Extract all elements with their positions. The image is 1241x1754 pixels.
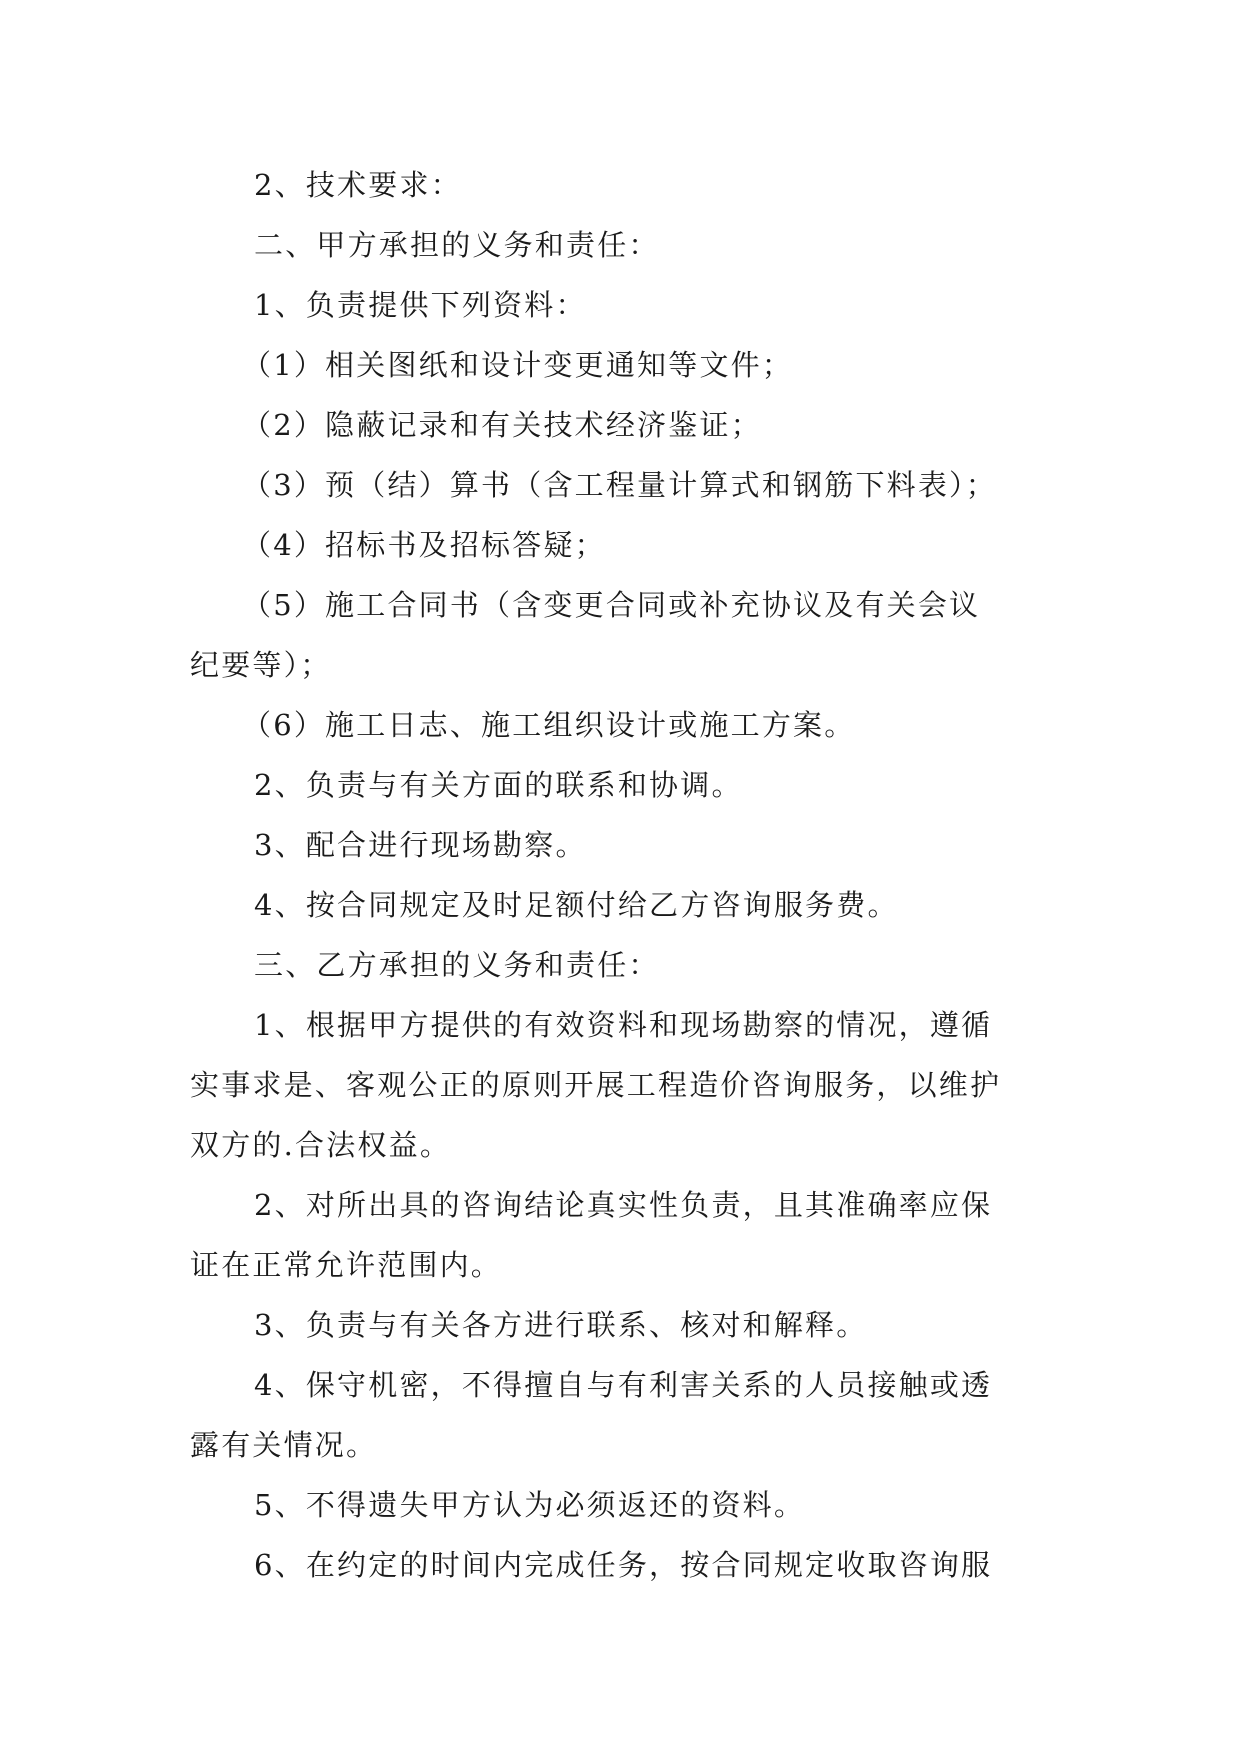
text-line-12: 3、配合进行现场勘察。: [254, 828, 587, 862]
document-body: [190, 155, 1070, 1595]
text-line-23: 5、不得遗失甲方认为必须返还的资料。: [254, 1488, 806, 1522]
text-line-16: 实事求是、客观公正的原则开展工程造价咨询服务，以维护: [190, 1068, 1002, 1102]
text-line-3: 1、负责提供下列资料：: [254, 288, 587, 322]
text-line-24: 6、在约定的时间内完成任务，按合同规定收取咨询服: [254, 1548, 993, 1582]
text-line-18: 2、对所出具的咨询结论真实性负责，且其准确率应保: [254, 1188, 993, 1222]
text-line-10: （6）施工日志、施工组织设计或施工方案。: [242, 708, 856, 742]
text-line-17: 双方的.合法权益。: [190, 1128, 452, 1162]
text-line-4: （1）相关图纸和设计变更通知等文件；: [242, 348, 794, 382]
text-line-2: 二、甲方承担的义务和责任：: [254, 228, 660, 262]
text-line-8: （5）施工合同书（含变更合同或补充协议及有关会议: [242, 588, 981, 622]
text-line-13: 4、按合同规定及时足额付给乙方咨询服务费。: [254, 888, 899, 922]
text-line-5: （2）隐蔽记录和有关技术经济鉴证；: [242, 408, 762, 442]
text-line-14: 三、乙方承担的义务和责任：: [254, 948, 660, 982]
text-line-19: 证在正常允许范围内。: [190, 1248, 503, 1282]
text-line-11: 2、负责与有关方面的联系和协调。: [254, 768, 743, 802]
text-line-21: 4、保守机密，不得擅自与有利害关系的人员接触或透: [254, 1368, 993, 1402]
text-line-20: 3、负责与有关各方进行联系、核对和解释。: [254, 1308, 868, 1342]
text-line-7: （4）招标书及招标答疑；: [242, 528, 606, 562]
text-line-22: 露有关情况。: [190, 1428, 378, 1462]
text-line-9: 纪要等）；: [190, 648, 332, 682]
text-line-1: 2、技术要求：: [254, 168, 462, 202]
text-line-6: （3）预（结）算书（含工程量计算式和钢筋下料表）；: [242, 468, 997, 502]
text-line-15: 1、根据甲方提供的有效资料和现场勘察的情况，遵循: [254, 1008, 993, 1042]
